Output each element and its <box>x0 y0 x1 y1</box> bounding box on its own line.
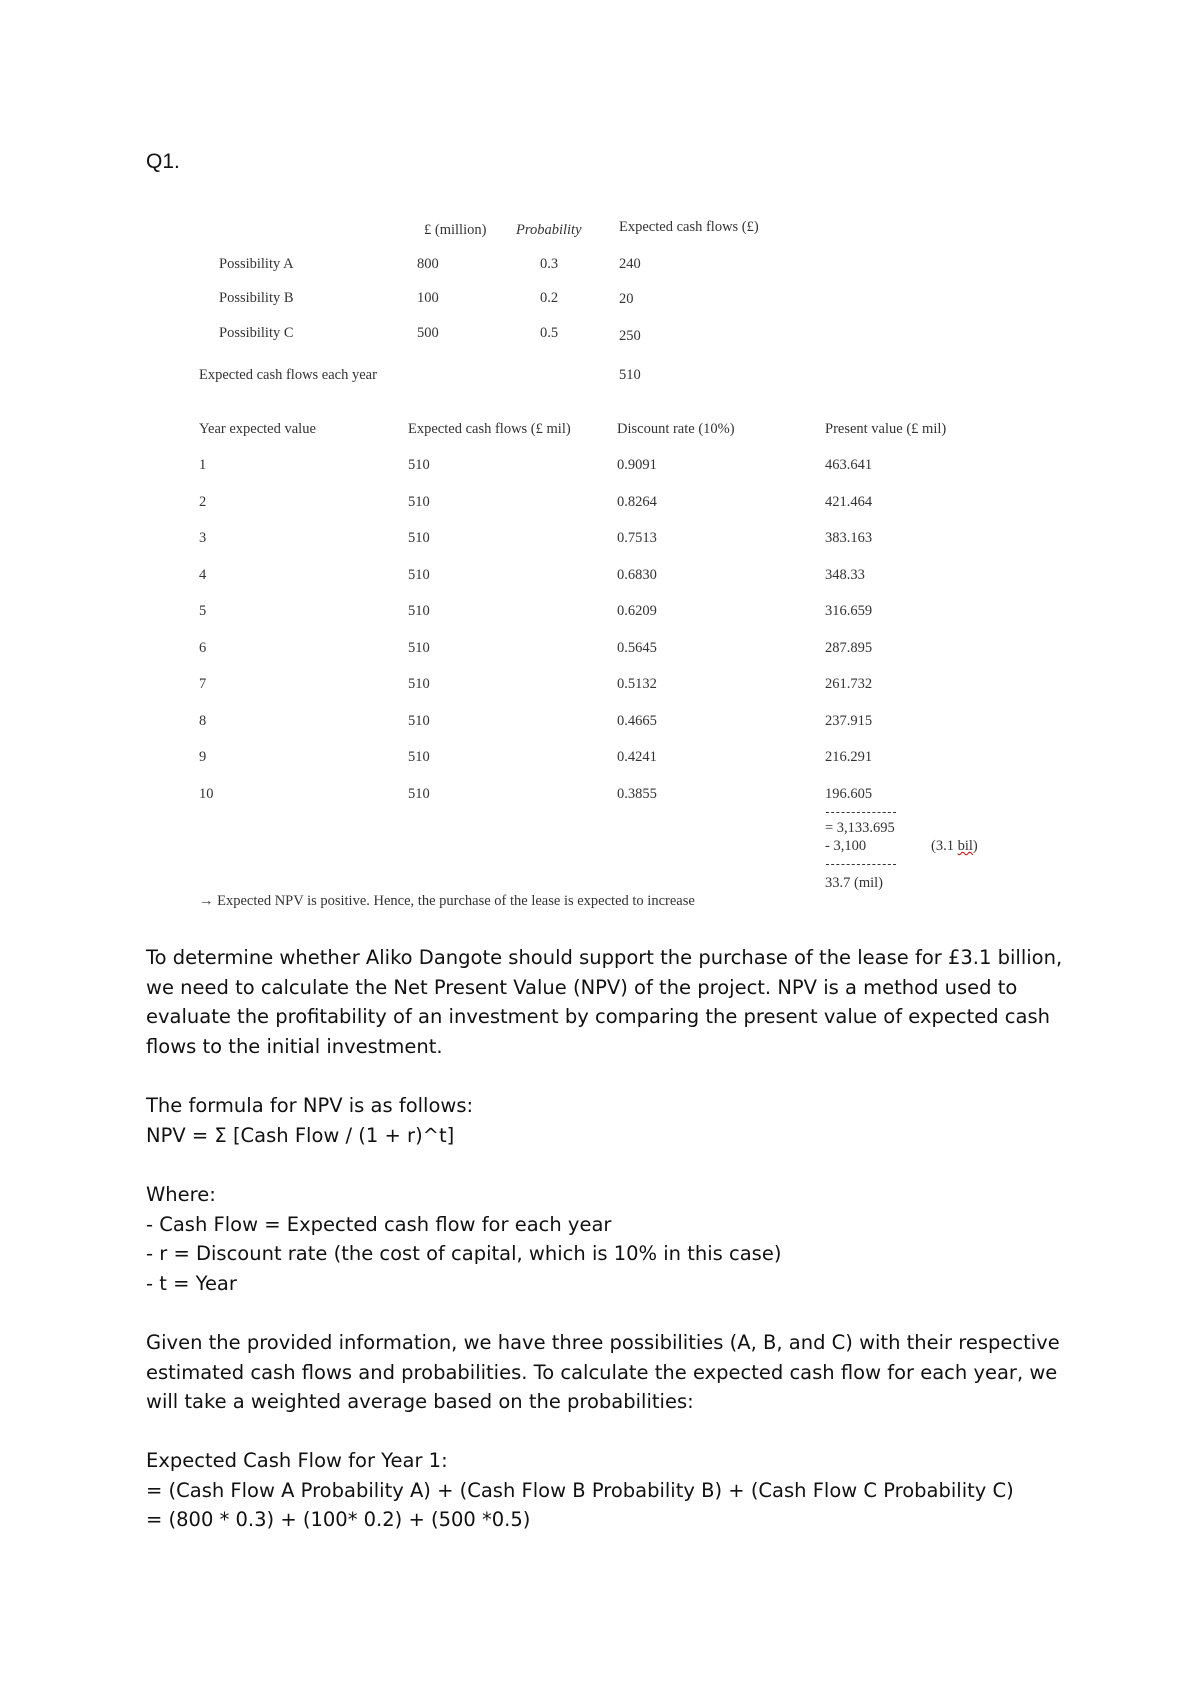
formula-block <box>146 1091 1066 1150</box>
row-prob: 0.3 <box>540 256 559 272</box>
pv-cash: 510 <box>408 749 430 765</box>
pv-year: 6 <box>199 639 207 656</box>
pv-year: 7 <box>199 676 207 692</box>
row-label: Possibility C <box>219 325 294 341</box>
minus-note-suffix: ) <box>972 838 978 854</box>
pv-cash: 510 <box>408 639 430 656</box>
ecf-line: = (800 * 0.3) + (100* 0.2) + (500 *0.5) <box>146 1508 531 1531</box>
pv-year: 3 <box>199 530 207 546</box>
pv-present-value: 383.163 <box>825 530 873 546</box>
minus-note-prefix: (3.1 <box>931 838 958 854</box>
pv-cash: 510 <box>408 676 430 692</box>
conclusion-text: → Expected NPV is positive. Hence, the purchase of the lease is expected to increase <box>199 893 695 909</box>
header-cash: Expected cash flows (£ mil) <box>408 421 571 437</box>
header-rate: Discount rate (10%) <box>617 421 735 437</box>
where-item: - r = Discount rate (the cost of capital, which is 10% in this case) <box>146 1242 782 1265</box>
header-amount: £ (million) <box>424 222 487 238</box>
pv-rate: 0.9091 <box>617 457 657 473</box>
minus-note <box>931 838 978 855</box>
npv-value: 33.7 (mil) <box>825 875 883 891</box>
question-heading: Q1. <box>146 150 180 173</box>
row-amount: 100 <box>417 290 439 306</box>
sum-divider <box>826 812 896 813</box>
row-label: Possibility B <box>219 290 294 306</box>
pv-rate: 0.6830 <box>617 566 657 583</box>
row-amount: 800 <box>417 256 439 272</box>
row-prob: 0.2 <box>540 290 559 306</box>
pv-year: 8 <box>199 712 207 729</box>
total-label: Expected cash flows each year <box>199 367 377 383</box>
npv-divider <box>826 864 896 865</box>
pv-year: 1 <box>199 457 207 473</box>
pv-cash: 510 <box>408 603 430 619</box>
pv-rate: 0.5645 <box>617 639 657 656</box>
pv-rate: 0.4665 <box>617 712 657 729</box>
sum-value: = 3,133.695 <box>825 820 895 836</box>
formula-line: NPV = Σ [Cash Flow / (1 + r)^t] <box>146 1123 455 1147</box>
possibilities-paragraph: Given the provided information, we have three possibilities (A, B, and C) with their respective estimated cash flows and probabilities. To calculate the expected cash flow for each year, we will take a weighted average based on the probabilities: <box>146 1331 1060 1413</box>
header-pv: Present value (£ mil) <box>825 421 947 437</box>
pv-present-value: 463.641 <box>825 457 873 473</box>
pv-present-value: 421.464 <box>825 493 873 510</box>
pv-present-value: 348.33 <box>825 566 865 583</box>
where-label: Where: <box>146 1183 216 1206</box>
pv-cash: 510 <box>408 530 430 546</box>
pv-cash: 510 <box>408 785 430 802</box>
pv-present-value: 261.732 <box>825 676 873 692</box>
pv-present-value: 216.291 <box>825 749 873 765</box>
row-expected: 20 <box>619 291 634 307</box>
pv-present-value: 237.915 <box>825 712 873 729</box>
header-expected: Expected cash flows (£) <box>619 219 759 235</box>
pv-rate: 0.8264 <box>617 493 657 510</box>
pv-year: 4 <box>199 566 207 583</box>
pv-rate: 0.3855 <box>617 785 657 802</box>
pv-cash: 510 <box>408 493 430 510</box>
ecf-line: = (Cash Flow A Probability A) + (Cash Flow B Probability B) + (Cash Flow C Probability C) <box>146 1478 1014 1502</box>
pv-cash: 510 <box>408 457 430 473</box>
explanation-paragraph <box>146 943 1066 1061</box>
pv-cash: 510 <box>408 566 430 583</box>
header-probability: Probability <box>516 222 582 238</box>
row-amount: 500 <box>417 325 439 341</box>
pv-year: 9 <box>199 749 207 765</box>
row-prob: 0.5 <box>540 325 559 341</box>
row-expected: 250 <box>619 328 641 344</box>
expected-cash-flow-block <box>146 1446 1066 1535</box>
pv-rate: 0.6209 <box>617 603 657 619</box>
formula-intro: The formula for NPV is as follows: <box>146 1094 474 1117</box>
pv-year: 2 <box>199 493 207 510</box>
pv-year: 10 <box>199 785 214 802</box>
where-item: - Cash Flow = Expected cash flow for each year <box>146 1212 612 1236</box>
pv-rate: 0.7513 <box>617 530 657 546</box>
pv-year: 5 <box>199 603 207 619</box>
pv-present-value: 316.659 <box>825 603 873 619</box>
pv-rate: 0.5132 <box>617 676 657 692</box>
pv-present-value: 287.895 <box>825 639 873 656</box>
ecf-title: Expected Cash Flow for Year 1: <box>146 1449 448 1472</box>
pv-cash: 510 <box>408 712 430 729</box>
pv-rate: 0.4241 <box>617 749 657 765</box>
row-expected: 240 <box>619 256 641 272</box>
minus-value: - 3,100 <box>825 838 867 854</box>
intro-paragraph: To determine whether Aliko Dangote should support the purchase of the lease for £3.1 billion, we need to calculate the Net Present Value (NPV) of the project. NPV is a method used to evaluate the profitability of an investment by comparing the present value of expected cash flows to the initial investment. <box>146 946 1063 1058</box>
minus-note-word: bil <box>957 838 973 854</box>
pv-present-value: 196.605 <box>825 785 873 802</box>
weighted-average-paragraph <box>146 1328 1066 1417</box>
total-value: 510 <box>619 367 641 383</box>
row-label: Possibility A <box>219 256 294 272</box>
where-block <box>146 1180 1066 1298</box>
where-item: - t = Year <box>146 1271 237 1295</box>
header-year: Year expected value <box>199 421 316 437</box>
